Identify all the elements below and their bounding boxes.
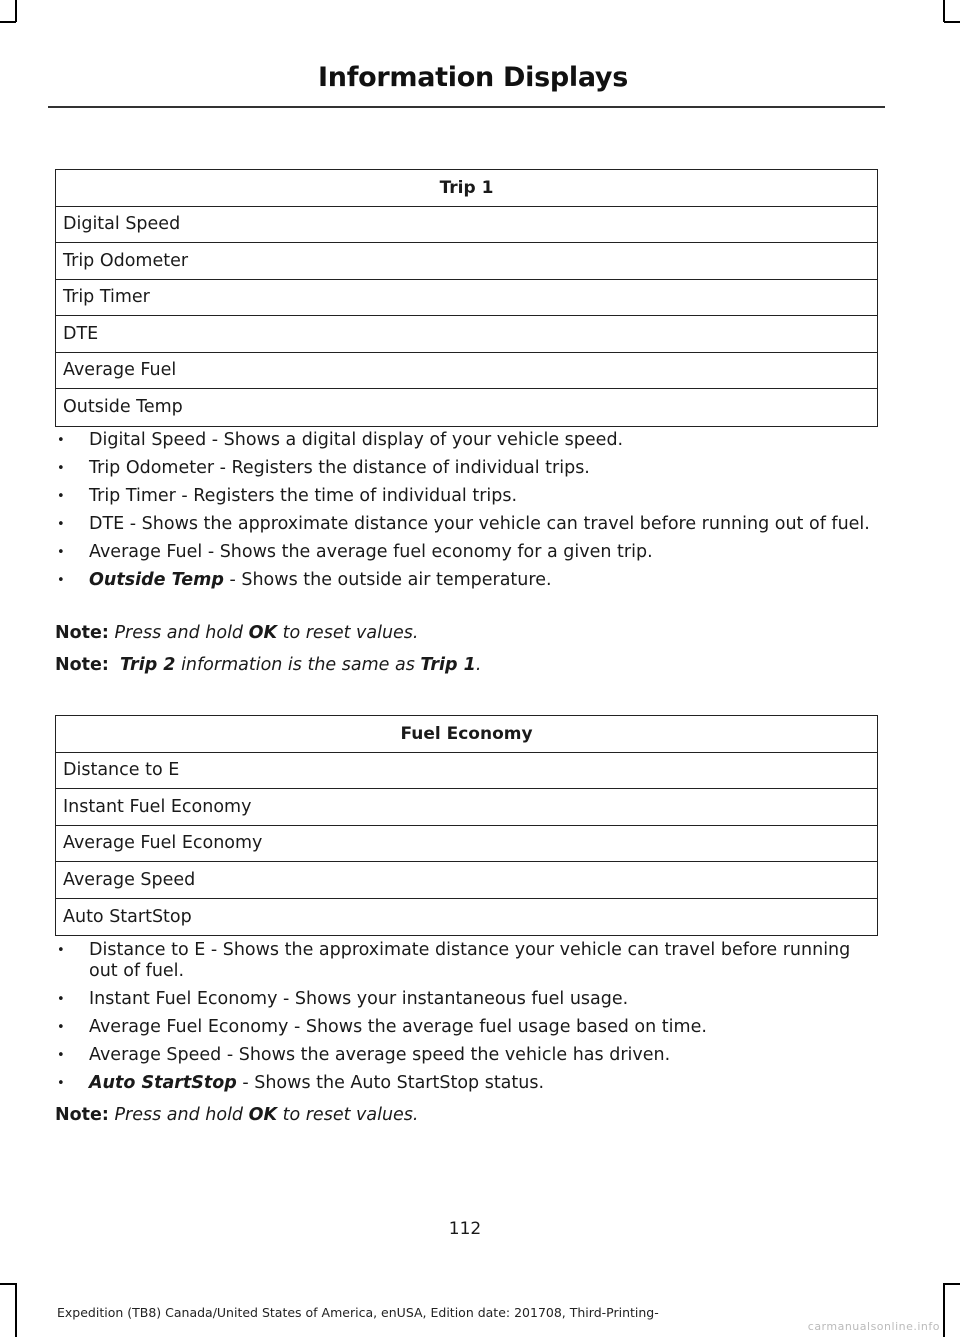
list-item: • DTE - Shows the approximate distance your vehicle can travel before running out of fuel.	[57, 514, 882, 535]
table-row: Outside Temp	[63, 397, 183, 418]
list-item: • Average Speed - Shows the average speed the vehicle has driven.	[57, 1045, 882, 1066]
list-item: • Average Fuel - Shows the average fuel economy for a given trip.	[57, 542, 882, 563]
table-row: Distance to E	[56, 753, 877, 790]
list-item: • Auto StartStop - Shows the Auto StartStop status.	[57, 1073, 882, 1094]
trip-table-heading: Trip 1	[56, 170, 877, 207]
list-item: • Average Fuel Economy - Shows the average fuel usage based on time.	[57, 1017, 882, 1038]
note-reset-trip: Note: Press and hold OK to reset values.	[55, 623, 419, 643]
table-row: Digital Speed	[56, 207, 877, 244]
page-title: Information Displays	[318, 62, 628, 93]
page-number: 112	[448, 1219, 482, 1239]
fuel-table-heading: Fuel Economy	[56, 716, 877, 753]
crop-mark-bottom-right-h	[944, 1283, 960, 1285]
table-row: Average Speed	[56, 862, 877, 899]
table-row: Trip Timer	[56, 280, 877, 317]
fuel-bullet-list	[57, 940, 882, 1101]
header-divider	[48, 106, 885, 108]
trip-table	[55, 169, 878, 427]
note-trip2: Note: Trip 2 information is the same as Trip 1.	[55, 655, 482, 675]
list-item: • Trip Timer - Registers the time of individual trips.	[57, 486, 882, 507]
table-row: Average Fuel	[56, 353, 877, 390]
crop-mark-top-left-h	[0, 21, 16, 23]
table-row: Average Fuel Economy	[56, 826, 877, 863]
crop-mark-bottom-right-v	[943, 1283, 945, 1337]
note-reset-fuel: Note: Press and hold OK to reset values.	[55, 1105, 419, 1125]
table-row: DTE	[56, 316, 877, 353]
crop-mark-top-right-h	[944, 21, 960, 23]
footer-edition: Expedition (TB8) Canada/United States of America, enUSA, Edition date: 201708, Third-Printing-	[57, 1305, 659, 1320]
list-item: • Outside Temp - Shows the outside air temperature.	[57, 570, 882, 591]
list-item: • Instant Fuel Economy - Shows your instantaneous fuel usage.	[57, 989, 882, 1010]
fuel-economy-table	[55, 715, 878, 936]
table-row: Trip Odometer	[56, 243, 877, 280]
crop-mark-top-right-v	[943, 0, 945, 22]
crop-mark-bottom-left-h	[0, 1283, 16, 1285]
watermark: carmanualsonline.info	[807, 1320, 940, 1333]
crop-mark-top-left-v	[15, 0, 17, 22]
crop-mark-bottom-left-v	[15, 1283, 17, 1337]
list-item: • Distance to E - Shows the approximate distance your vehicle can travel before running out of fuel.	[57, 940, 882, 982]
table-row: Instant Fuel Economy	[56, 789, 877, 826]
table-row: Auto StartStop	[63, 906, 192, 927]
trip-bullet-list	[57, 430, 882, 598]
list-item: • Digital Speed - Shows a digital display of your vehicle speed.	[57, 430, 882, 451]
list-item: • Trip Odometer - Registers the distance of individual trips.	[57, 458, 882, 479]
